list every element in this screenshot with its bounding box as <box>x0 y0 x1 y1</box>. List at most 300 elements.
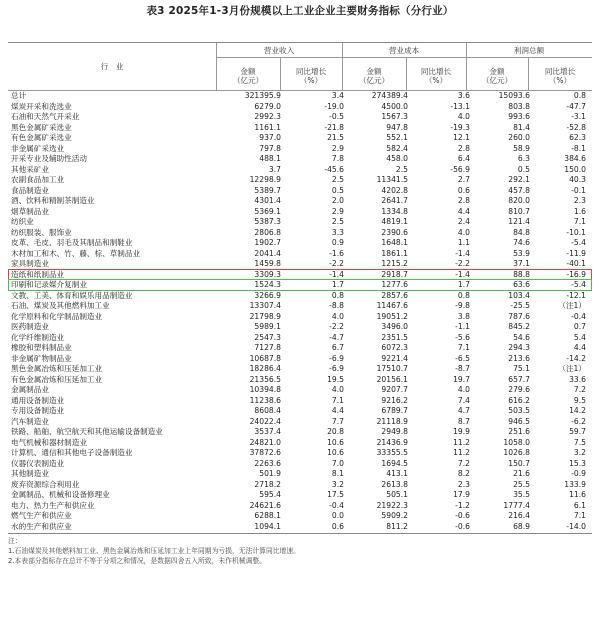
industry-name: 文教、工美、体育和娱乐用品制造业 <box>11 290 133 300</box>
cell-value: 1277.6 <box>381 280 408 289</box>
cell-value: 4.7 <box>457 406 470 415</box>
industry-name: 开采专业及辅助性活动 <box>11 154 87 163</box>
table-body <box>8 91 592 532</box>
cell-value: 279.6 <box>508 385 530 394</box>
cell-value: 88.8 <box>513 269 530 279</box>
cell-value: 3.6 <box>457 91 470 100</box>
cell-value: 25.5 <box>513 479 530 489</box>
table-row <box>8 438 592 449</box>
table-row <box>8 469 592 480</box>
cell-value: -3.1 <box>571 112 586 121</box>
cell-value: 1026.8 <box>503 448 530 457</box>
cell-value: 1058.0 <box>503 437 530 447</box>
cell-value: 2351.5 <box>381 332 408 342</box>
cell-value: 260.0 <box>508 133 530 142</box>
industry-name: 纺织业 <box>11 217 34 226</box>
table-row <box>8 207 592 218</box>
cell-value: 21798.9 <box>249 311 281 321</box>
table-row <box>8 270 592 281</box>
cell-value: -13.1 <box>450 101 470 111</box>
cell-value: 294.3 <box>508 343 530 352</box>
table-row <box>8 312 592 323</box>
cell-value: 3.2 <box>573 448 586 457</box>
cell-value: -0.1 <box>571 185 586 195</box>
cell-value: 37.1 <box>513 259 530 268</box>
industry-name: 木材加工和木、竹、藤、棕、草制品业 <box>11 248 141 258</box>
industry-name: 非金属矿物制品业 <box>11 353 72 363</box>
cell-value: 59.7 <box>569 427 586 436</box>
table-row <box>8 186 592 197</box>
cell-value: 3.4 <box>331 91 344 100</box>
cell-value: -52.8 <box>566 122 586 132</box>
cell-value: 11.2 <box>453 437 470 447</box>
cell-value: 993.6 <box>508 112 530 121</box>
cell-value: 3537.4 <box>254 427 281 436</box>
table-row <box>8 333 592 344</box>
table-row <box>8 123 592 134</box>
industry-name: 化学原料和化学制品制造业 <box>11 311 103 321</box>
table-row <box>8 396 592 407</box>
cell-value: 2.5 <box>395 164 408 174</box>
cell-value: 9216.2 <box>381 395 408 405</box>
table-row <box>8 375 592 386</box>
cell-value: 21.5 <box>327 133 344 142</box>
cell-value: 54.6 <box>513 332 530 342</box>
cell-value: 2.9 <box>331 206 344 216</box>
cell-value: 20156.1 <box>376 374 408 384</box>
cell-value: 7127.8 <box>254 343 281 352</box>
cell-value: -14.0 <box>566 521 586 531</box>
cell-value: 7.2 <box>573 385 586 394</box>
cell-value: 10.6 <box>327 448 344 457</box>
table-row <box>8 301 592 312</box>
cell-value: 10.6 <box>327 437 344 447</box>
cell-value: 2.3 <box>457 479 470 489</box>
cell-value: 11238.6 <box>249 395 281 405</box>
cell-value: 321395.9 <box>244 91 281 100</box>
cell-value: 8.7 <box>457 416 470 426</box>
industry-name: 计算机、通信和其他电子设备制造业 <box>11 448 133 457</box>
cell-value: 5389.7 <box>254 185 281 195</box>
cell-value: -19.3 <box>450 122 470 132</box>
cell-value: -45.6 <box>324 164 344 174</box>
header-revenue: 营业收入 <box>263 46 295 55</box>
cell-value: 7.5 <box>573 437 586 447</box>
cell-value: 8.1 <box>331 469 344 478</box>
cell-value: 7.7 <box>331 416 344 426</box>
industry-name: 石油和天然气开采业 <box>11 112 80 121</box>
cell-value: 5989.1 <box>254 322 281 331</box>
table-bottom-rule <box>8 533 592 534</box>
cell-value: 7.4 <box>457 395 470 405</box>
industry-name: 家具制造业 <box>11 259 49 268</box>
cell-value: 35.5 <box>513 490 530 499</box>
cell-value: 1694.5 <box>381 458 408 468</box>
cell-value: -0.6 <box>455 521 470 531</box>
cell-value: 787.6 <box>508 311 530 321</box>
table-row <box>8 406 592 417</box>
cell-value: 24022.4 <box>249 416 281 426</box>
table-row <box>8 354 592 365</box>
industry-name: 电气机械和器材制造业 <box>11 437 87 447</box>
cell-value: -56.9 <box>450 164 470 174</box>
cell-value: 2.8 <box>457 143 470 153</box>
header-growth: 同比增长 （%） <box>544 67 576 85</box>
industry-name: 总计 <box>11 91 27 100</box>
cell-value: 2.9 <box>331 143 344 153</box>
table-row <box>8 448 592 459</box>
header-industry: 行 业 <box>100 62 124 71</box>
cell-value: 4.0 <box>331 311 344 321</box>
cell-value: 21356.5 <box>249 374 281 384</box>
cell-value: 5909.2 <box>381 511 408 520</box>
table-row <box>8 480 592 491</box>
cell-value: -5.4 <box>571 280 586 289</box>
cell-value: 657.7 <box>508 374 530 384</box>
cell-value: 53.9 <box>513 248 530 258</box>
cell-value: 0.0 <box>331 511 344 520</box>
cell-value: -5.6 <box>455 332 470 342</box>
table-row <box>8 291 592 302</box>
cell-value: 947.8 <box>386 122 408 132</box>
cell-value: 68.9 <box>513 521 530 531</box>
cell-value: 820.0 <box>508 196 530 205</box>
cell-value: -0.9 <box>571 469 586 478</box>
cell-value: （注1） <box>558 364 586 373</box>
table-row <box>8 144 592 155</box>
cell-value: 4.0 <box>457 227 470 237</box>
cell-value: 216.4 <box>508 511 530 520</box>
cell-value: 582.4 <box>386 143 408 153</box>
cell-value: 17510.7 <box>376 364 408 373</box>
cell-value: 2.5 <box>331 175 344 184</box>
cell-value: 1215.2 <box>381 259 408 268</box>
industry-name: 煤炭开采和洗选业 <box>11 101 72 111</box>
industry-name: 专用设备制造业 <box>11 406 65 415</box>
cell-value: 2613.8 <box>381 479 408 489</box>
cell-value: 811.2 <box>386 521 408 531</box>
table-row <box>8 102 592 113</box>
industry-name: 仪器仪表制造业 <box>11 458 65 468</box>
cell-value: 1334.8 <box>381 206 408 216</box>
cell-value: -21.8 <box>324 122 344 132</box>
cell-value: 12.1 <box>453 133 470 142</box>
cell-value: 11.6 <box>569 490 586 499</box>
cell-value: 7.1 <box>331 395 344 405</box>
cell-value: 8.2 <box>457 469 470 478</box>
cell-value: 15093.6 <box>498 91 530 100</box>
cell-value: 10687.8 <box>249 353 281 363</box>
cell-value: -2.2 <box>329 259 344 268</box>
cell-value: 501.9 <box>259 469 281 478</box>
cell-value: 0.6 <box>331 521 344 531</box>
cell-value: 21.6 <box>513 469 530 478</box>
table-row <box>8 259 592 270</box>
cell-value: 1902.7 <box>254 238 281 247</box>
cell-value: 2949.8 <box>381 427 408 436</box>
note-2: 2.本表部分指标存在总计不等于分项之和情况，是数据四舍五入所致，未作机械调整。 <box>8 557 266 565</box>
cell-value: 6072.3 <box>381 343 408 352</box>
industry-name: 烟草制品业 <box>11 206 49 216</box>
cell-value: 15.3 <box>569 458 586 468</box>
industry-name: 石油、煤炭及其他燃料加工业 <box>11 301 110 310</box>
cell-value: 803.8 <box>508 101 530 111</box>
table-row <box>8 175 592 186</box>
cell-value: -6.9 <box>329 353 344 363</box>
cell-value: 3.7 <box>268 164 281 174</box>
cell-value: 2.0 <box>331 196 344 205</box>
cell-value: 3266.9 <box>254 290 281 300</box>
table-row <box>8 112 592 123</box>
cell-value: 4202.8 <box>381 185 408 195</box>
table-row <box>8 343 592 354</box>
table-row <box>8 154 592 165</box>
cell-value: 6.3 <box>517 154 530 163</box>
cell-value: 150.7 <box>508 458 530 468</box>
cell-value: 6.7 <box>331 343 344 352</box>
cell-value: 1.7 <box>331 280 344 289</box>
cell-value: -4.7 <box>329 332 344 342</box>
cell-value: 3496.0 <box>381 322 408 331</box>
cell-value: 2992.3 <box>254 112 281 121</box>
cell-value: -10.1 <box>566 227 586 237</box>
industry-name: 纺织服装、服饰业 <box>11 227 72 237</box>
cell-value: 7.1 <box>457 343 470 352</box>
cell-value: 40.3 <box>569 175 586 184</box>
cell-value: 21118.9 <box>376 416 408 426</box>
cell-value: 1094.1 <box>254 521 281 531</box>
cell-value: 0.5 <box>331 185 344 195</box>
cell-value: 2.4 <box>457 217 470 226</box>
cell-value: 3.2 <box>331 479 344 489</box>
cell-value: 11.2 <box>453 448 470 457</box>
cell-value: 274389.4 <box>371 91 408 100</box>
cell-value: 4.0 <box>331 385 344 394</box>
cell-value: 845.2 <box>508 322 530 331</box>
cell-value: 0.8 <box>457 290 470 300</box>
cell-value: 19051.2 <box>376 311 408 321</box>
cell-value: 2641.7 <box>381 196 408 205</box>
cell-value: 17.9 <box>453 490 470 499</box>
cell-value: 2041.4 <box>254 248 281 258</box>
cell-value: 150.0 <box>564 164 586 174</box>
header-growth: 同比增长 （%） <box>295 67 327 85</box>
industry-name: 废弃资源综合利用业 <box>11 479 80 489</box>
cell-value: 4.0 <box>457 385 470 394</box>
cell-value: -1.2 <box>455 500 470 510</box>
cell-value: 6288.1 <box>254 511 281 520</box>
cell-value: 1161.1 <box>254 122 281 132</box>
cell-value: -8.7 <box>455 364 470 373</box>
cell-value: 458.0 <box>386 154 408 163</box>
cell-value: -6.5 <box>455 353 470 363</box>
cell-value: 19.9 <box>453 427 470 436</box>
cell-value: 8608.4 <box>254 406 281 415</box>
industry-name: 食品制造业 <box>11 185 49 195</box>
cell-value: 20.8 <box>327 427 344 436</box>
cell-value: 292.1 <box>508 175 530 184</box>
cell-value: -0.5 <box>329 112 344 121</box>
table-row <box>8 364 592 375</box>
note-1: 1.石油煤炭及其他燃料加工业、黑色金属冶炼和压延加工业上年同期为亏损，无法计算同比增速。 <box>8 547 300 555</box>
cell-value: -40.1 <box>566 259 586 268</box>
cell-value: -1.4 <box>455 269 470 279</box>
cell-value: 1524.3 <box>254 280 281 289</box>
cell-value: 413.1 <box>386 469 408 478</box>
cell-value: 0.5 <box>517 164 530 174</box>
cell-value: 1777.4 <box>503 500 530 510</box>
cell-value: -2.2 <box>455 259 470 268</box>
industry-name: 印刷和记录媒介复制业 <box>11 280 87 289</box>
cell-value: -6.2 <box>571 416 586 426</box>
cell-value: 12298.9 <box>249 175 281 184</box>
cell-value: 24621.6 <box>249 500 281 510</box>
cell-value: 505.1 <box>386 490 408 499</box>
cell-value: 0.6 <box>457 185 470 195</box>
industry-name: 其他制造业 <box>11 469 49 478</box>
cell-value: 4.4 <box>457 206 470 216</box>
cell-value: 14.2 <box>569 406 586 415</box>
cell-value: 595.4 <box>259 490 281 499</box>
cell-value: 6.4 <box>457 154 470 163</box>
table-row <box>8 217 592 228</box>
cell-value: 2718.2 <box>254 479 281 489</box>
cell-value: 7.2 <box>457 458 470 468</box>
header-cost: 营业成本 <box>388 46 420 55</box>
industry-name: 燃气生产和供应业 <box>11 511 72 520</box>
cell-value: 2.8 <box>457 196 470 205</box>
industry-name: 黑色金属矿采选业 <box>11 122 72 132</box>
cell-value: 616.2 <box>508 395 530 405</box>
industry-name: 橡胶和塑料制品业 <box>11 343 72 352</box>
cell-value: 2263.6 <box>254 458 281 468</box>
cell-value: -5.4 <box>571 238 586 247</box>
cell-value: -0.4 <box>329 500 344 510</box>
industry-name: 农副食品加工业 <box>11 175 65 184</box>
cell-value: 3.3 <box>331 227 344 237</box>
cell-value: 37872.6 <box>249 448 281 457</box>
cell-value: （注1） <box>558 301 586 310</box>
cell-value: 6279.0 <box>254 101 281 111</box>
cell-value: 4819.1 <box>381 217 408 226</box>
cell-value: 1459.8 <box>254 259 281 268</box>
cell-value: 9.5 <box>573 395 586 405</box>
industry-name: 金属制品、机械和设备修理业 <box>11 490 110 499</box>
cell-value: 2918.7 <box>381 269 408 279</box>
cell-value: 6.1 <box>573 500 586 510</box>
cell-value: 58.9 <box>513 143 530 153</box>
cell-value: 7.0 <box>331 458 344 468</box>
cell-value: 1.6 <box>573 206 586 216</box>
header-amount: 金额 （亿元） <box>232 67 264 85</box>
cell-value: -12.1 <box>566 290 586 300</box>
table-row <box>8 238 592 249</box>
industry-name: 汽车制造业 <box>11 416 49 426</box>
cell-value: 63.6 <box>513 280 530 289</box>
cell-value: 2.5 <box>331 217 344 226</box>
industry-name: 皮革、毛皮、羽毛及其制品和制鞋业 <box>11 238 133 247</box>
industry-name: 金属制品业 <box>11 385 49 394</box>
cell-value: 7.1 <box>573 511 586 520</box>
industry-name: 有色金属矿采选业 <box>11 133 72 142</box>
cell-value: -19.0 <box>324 101 344 111</box>
cell-value: -1.4 <box>455 248 470 258</box>
cell-value: 1648.1 <box>381 238 408 247</box>
cell-value: 2547.3 <box>254 332 281 342</box>
cell-value: 3309.3 <box>254 269 281 279</box>
cell-value: -1.1 <box>455 322 470 331</box>
cell-value: 503.5 <box>508 406 530 415</box>
industry-name: 酒、饮料和精制茶制造业 <box>11 196 95 205</box>
cell-value: 21922.3 <box>376 500 408 510</box>
cell-value: 946.5 <box>508 416 530 426</box>
industry-name: 铁路、船舶、航空航天和其他运输设备制造业 <box>11 427 163 436</box>
cell-value: 19.7 <box>453 374 470 384</box>
table-row <box>8 322 592 333</box>
cell-value: 133.9 <box>564 479 586 489</box>
table-title: 表3 2025年1-3月份规模以上工业企业主要财务指标（分行业） <box>146 5 454 17</box>
header-amount: 金额 （亿元） <box>358 67 390 85</box>
table-notes <box>8 536 300 566</box>
cell-value: 84.8 <box>513 227 530 237</box>
table-row <box>8 91 592 102</box>
cell-value: -14.2 <box>566 353 586 363</box>
cell-value: 74.6 <box>513 238 530 247</box>
table-row <box>8 522 592 533</box>
cell-value: 4.0 <box>457 112 470 121</box>
cell-value: 11467.6 <box>376 301 408 310</box>
cell-value: 251.6 <box>508 427 530 436</box>
cell-value: 10394.8 <box>249 385 281 394</box>
cell-value: 1861.1 <box>381 248 408 258</box>
industry-name: 化学纤维制造业 <box>11 332 65 342</box>
cell-value: -16.9 <box>566 269 586 279</box>
note-label: 注： <box>8 537 22 545</box>
header-amount: 金额 （亿元） <box>481 67 513 85</box>
cell-value: 5.4 <box>573 332 586 342</box>
cell-value: 3.8 <box>457 311 470 321</box>
table-row <box>8 459 592 470</box>
cell-value: -11.9 <box>566 248 586 258</box>
cell-value: 0.7 <box>573 322 586 331</box>
cell-value: 75.1 <box>513 364 530 373</box>
table-row <box>8 196 592 207</box>
cell-value: 384.6 <box>564 154 586 163</box>
cell-value: 6789.7 <box>381 406 408 415</box>
table-header <box>8 42 592 91</box>
cell-value: 9207.7 <box>381 385 408 394</box>
cell-value: 62.3 <box>569 133 586 142</box>
header-growth: 同比增长 （%） <box>420 67 452 85</box>
table-row <box>8 133 592 144</box>
cell-value: 4.4 <box>331 406 344 415</box>
cell-value: 21436.9 <box>376 437 408 447</box>
cell-value: 2857.6 <box>381 290 408 300</box>
cell-value: 2806.8 <box>254 227 281 237</box>
cell-value: 457.8 <box>508 185 530 195</box>
industry-name: 电力、热力生产和供应业 <box>11 500 95 510</box>
cell-value: 33355.5 <box>376 448 408 457</box>
header-profit: 利润总额 <box>513 46 545 55</box>
cell-value: 11341.5 <box>376 175 408 184</box>
cell-value: 937.0 <box>259 133 281 142</box>
cell-value: 213.6 <box>508 353 530 363</box>
cell-value: 4500.0 <box>381 101 408 111</box>
table-row <box>8 501 592 512</box>
cell-value: 2.7 <box>457 175 470 184</box>
cell-value: 24821.0 <box>249 437 281 447</box>
cell-value: 18286.4 <box>249 364 281 373</box>
